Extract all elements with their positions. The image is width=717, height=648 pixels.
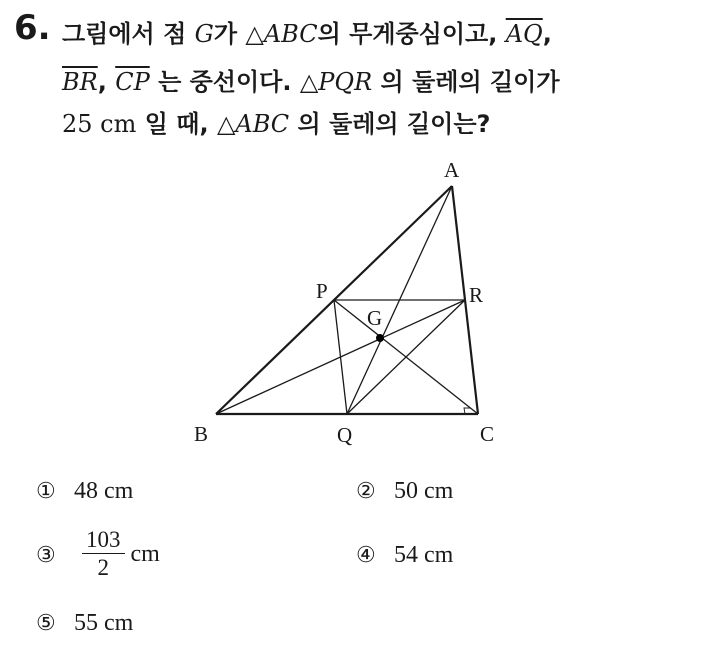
label-g: G (367, 306, 383, 330)
choice-4-text: 54 cm (394, 542, 454, 568)
label-q: Q (337, 423, 353, 447)
choice-3-denominator: 2 (97, 555, 109, 580)
question-line3-seg-1: 일 때, (136, 110, 217, 138)
choice-1-mark: ① (36, 478, 56, 503)
label-r: R (469, 283, 484, 307)
question-line1-seg-6: , (542, 20, 552, 48)
choice-3-numerator: 103 (82, 527, 125, 554)
choice-3-mark: ③ (36, 541, 56, 567)
choice-2-text: 50 cm (394, 478, 454, 504)
centroid-point (376, 334, 384, 342)
question-line1-seg-2: 가 (213, 20, 246, 48)
question-line1-seg-3: △ABC (245, 20, 318, 48)
choice-3[interactable] (36, 527, 160, 582)
choice-5[interactable] (36, 610, 133, 637)
label-c: C (480, 422, 495, 446)
choice-1-text: 48 cm (74, 478, 134, 504)
question-line2-seg-5: 의 둘레의 길이가 (372, 68, 560, 96)
question-line3-seg-2: △ABC (216, 110, 290, 138)
choice-1[interactable] (36, 478, 133, 505)
question-line2-seg-4: △PQR (299, 68, 373, 96)
question-line1-seg-1: G (194, 20, 214, 48)
question-line2-seg-2: $\overline{CP}$ (115, 68, 150, 96)
question-line2-seg-1: , (97, 68, 116, 96)
choice-2[interactable] (356, 478, 453, 505)
question-number: 6. (14, 8, 51, 48)
question-line1-seg-0: 그림에서 점 (62, 20, 195, 48)
choice-5-mark: ⑤ (36, 610, 56, 635)
choice-5-text: 55 cm (74, 610, 134, 636)
segment-qr (347, 300, 465, 414)
label-b: B (194, 422, 209, 446)
question-line1-seg-4: 의 무게중심이고, (317, 20, 506, 48)
segment-pq (334, 300, 347, 414)
choice-4-mark: ④ (356, 542, 376, 567)
question-line3-seg-3: 의 둘레의 길이는? (289, 110, 491, 138)
question-line3-seg-0: 25 cm (62, 110, 137, 138)
label-p: P (316, 279, 328, 303)
question-line1-seg-5: $\overline{AQ}$ (505, 20, 543, 48)
choice-3-fraction (82, 527, 125, 582)
label-a: A (444, 158, 460, 182)
choice-3-unit: cm (130, 541, 160, 567)
choice-2-mark: ② (356, 478, 376, 503)
question-line2-seg-3: 는 중선이다. (149, 68, 300, 96)
question-line2-seg-0: $\overline{BR}$ (62, 68, 98, 96)
choice-4[interactable] (356, 542, 453, 569)
